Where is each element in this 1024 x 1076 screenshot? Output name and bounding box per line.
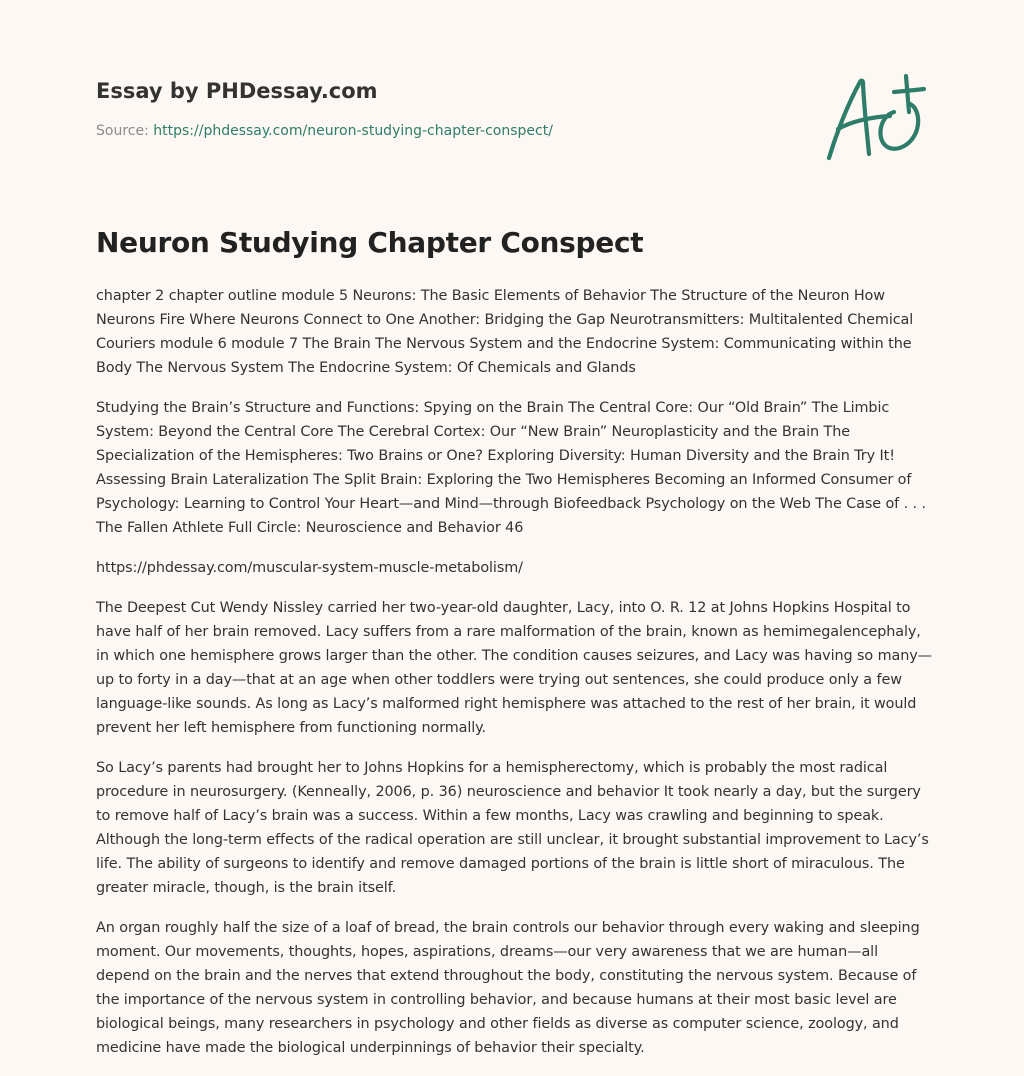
paragraph-outline-continued: Studying the Brain’s Structure and Functions: Spying on the Brain The Central Core: Our “Old Brain” The Limbic System: Beyond the Central Core The Cerebral Cortex: Our “New Brain” Neuroplasticity and the Brain The Specialization of the Hemispheres: Two Brains or One? Exploring Diversity: Human Diversity and the Brain Try It! Assessing Brain Lateralization The Split Brain: Exploring the Two Hemispheres Becoming an Informed Consumer of Psychology: Learning to Control Your Heart—and Mind—through Biofeedback Psychology on the Web The Case of . . . The Fallen Athlete Full Circle: Neuroscience and Behavior 46 — [96, 400, 926, 536]
essay-body — [96, 284, 934, 1076]
site-brand: Essay by PHDessay.com — [96, 79, 378, 103]
source-link[interactable]: https://phdessay.com/neuron-studying-chapter-conspect/ — [153, 123, 553, 139]
essay-header — [96, 78, 796, 139]
source-line — [96, 123, 553, 139]
a-plus-grade-logo-icon — [820, 66, 930, 166]
paragraph-hemispherectomy: So Lacy’s parents had brought her to Johns Hopkins for a hemispherectomy, which is probably the most radical procedure in neurosurgery. (Kenneally, 2006, p. 36) neuroscience and behavior It took nearly a day, but the surgery to remove half of Lacy’s brain was a success. Within a few months, Lacy was crawling and beginning to speak. Although the long-term effects of the radical operation are still unclear, it brought substantial improvement to Lacy’s life. The ability of surgeons to identify and remove damaged portions of the brain is little short of miraculous. The greater miracle, though, is the brain itself. — [96, 760, 929, 896]
paragraph-deepest-cut: The Deepest Cut Wendy Nissley carried her two-year-old daughter, Lacy, into O. R. 12 at Johns Hopkins Hospital to have half of her brain removed. Lacy suffers from a rare malformation of the brain, known as hemimegalencephaly, in which one hemisphere grows larger than the other. The condition causes seizures, and Lacy was having so many—up to forty in a day—that at an age when other toddlers were trying out sentences, she could produce only a few language-like sounds. As long as Lacy’s malformed right hemisphere was attached to the rest of her brain, it would prevent her left hemisphere from functioning normally. — [96, 600, 932, 736]
related-essay-link[interactable]: https://phdessay.com/muscular-system-muscle-metabolism/ — [96, 560, 523, 576]
paragraph-brain-organ: An organ roughly half the size of a loaf of bread, the brain controls our behavior through every waking and sleeping moment. Our movements, thoughts, hopes, aspirations, dreams—our very awareness that we are human—all depend on the brain and the nerves that extend throughout the body, constituting the nervous system. Because of the importance of the nervous system in controlling behavior, and because humans at their most basic level are biological beings, many researchers in psychology and other fields as diverse as computer science, zoology, and medicine have made the biological underpinnings of behavior their specialty. — [96, 920, 920, 1056]
source-label: Source: — [96, 123, 154, 139]
essay-title: Neuron Studying Chapter Conspect — [96, 226, 644, 259]
paragraph-outline: chapter 2 chapter outline module 5 Neurons: The Basic Elements of Behavior The Structure of the Neuron How Neurons Fire Where Neurons Connect to One Another: Bridging the Gap Neurotransmitters: Multitalented Chemical Couriers module 6 module 7 The Brain The Nervous System and the Endocrine System: Communicating within the Body The Nervous System The Endocrine System: Of Chemicals and Glands — [96, 288, 914, 376]
